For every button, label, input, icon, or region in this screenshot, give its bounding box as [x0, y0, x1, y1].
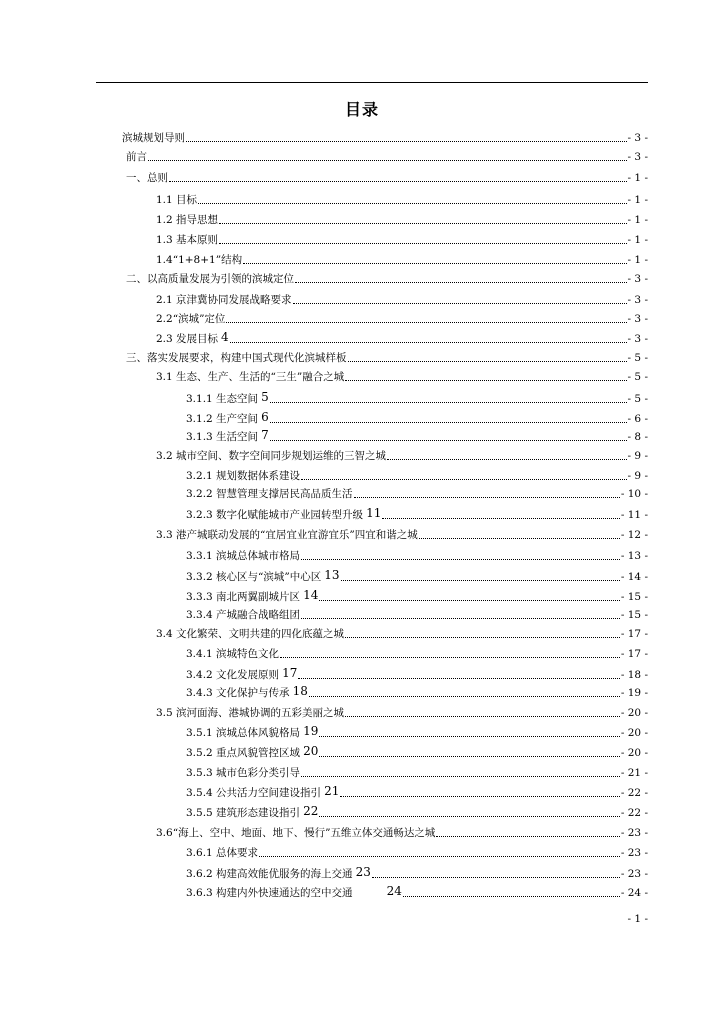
toc-dot-leader	[169, 181, 627, 182]
toc-entry-label: 三、落实发展要求，构建中国式现代化滨城样板	[126, 352, 347, 364]
toc-entry[interactable]	[186, 721, 648, 739]
toc-dot-leader	[372, 877, 620, 878]
toc-entry-page: - 3 -	[627, 313, 648, 325]
toc-entry-label: 1.2 指导思想	[156, 214, 219, 226]
toc-entry-page: - 23 -	[620, 868, 648, 880]
toc-entry[interactable]	[156, 228, 648, 246]
toc-entry-footnote: 7	[261, 428, 269, 442]
toc-entry-label: 3.4 文化繁荣、文明共建的四化底蕴之城	[156, 628, 345, 640]
toc-entry-label: 2.1 京津冀协同发展战略要求	[156, 294, 292, 306]
toc-entry-label: 1.3 基本原则	[156, 234, 219, 246]
toc-entry-footnote: 14	[303, 588, 319, 602]
toc-entry-label: 3.3.3 南北两翼副城片区	[186, 591, 301, 603]
toc-dot-leader	[219, 223, 627, 224]
toc-entry[interactable]	[156, 288, 648, 306]
toc-entry-label: 3.6.3 构建内外快速通达的空中交通	[186, 887, 353, 899]
toc-entry-footnote: 24	[386, 884, 402, 898]
toc-entry-page: - 5 -	[627, 371, 648, 383]
toc-dot-leader	[319, 736, 620, 737]
toc-entry-footnote: 22	[303, 804, 319, 818]
toc-entry-footnote: 6	[261, 410, 269, 424]
toc-dot-leader	[301, 618, 620, 619]
toc-entry-page: - 18 -	[620, 669, 648, 681]
toc-entry-label: 一、总则	[126, 172, 168, 184]
toc-entry-label: 3.4.3 文化保护与传承	[186, 687, 290, 699]
toc-entry[interactable]	[186, 761, 648, 779]
toc-entry-page: - 13 -	[620, 550, 648, 562]
toc-entry-page: - 22 -	[620, 807, 648, 819]
toc-entry-label: 3.5.5 建筑形态建设指引	[186, 807, 301, 819]
toc-entry-page: - 1 -	[627, 214, 648, 226]
toc-entry-page: - 22 -	[620, 787, 648, 799]
toc-dot-leader	[319, 816, 620, 817]
toc-entry[interactable]	[186, 801, 648, 819]
toc-entry-page: - 23 -	[620, 827, 648, 839]
toc-entry-label: 3.6“海上、空中、地面、地下、慢行”五维立体交通畅达之城	[156, 827, 436, 839]
toc-entry[interactable]	[186, 841, 648, 859]
toc-entry[interactable]	[126, 145, 648, 163]
toc-entry-footnote: 11	[366, 506, 382, 520]
toc-entry[interactable]	[186, 603, 648, 621]
toc-entry[interactable]	[186, 881, 648, 899]
toc-dot-leader	[226, 322, 626, 323]
toc-dot-leader	[295, 282, 627, 283]
toc-entry[interactable]	[186, 663, 648, 681]
toc-entry-page: - 17 -	[620, 648, 648, 660]
toc-entry-page: - 1 -	[627, 234, 648, 246]
toc-entry-label: 3.5.1 滨城总体风貌格局	[186, 727, 301, 739]
toc-entry-page: - 10 -	[620, 488, 648, 500]
header-rule	[96, 82, 648, 83]
toc-dot-leader	[382, 518, 620, 519]
toc-entry[interactable]	[186, 407, 648, 425]
toc-entry-page: - 8 -	[627, 431, 648, 443]
toc-entry-label: 3.1.3 生活空间	[186, 431, 259, 443]
toc-entry-page: - 23 -	[620, 847, 648, 859]
toc-entry-label: 3.3.2 核心区与“滨城”中心区	[186, 571, 322, 583]
toc-entry-page: - 20 -	[620, 747, 648, 759]
toc-entry[interactable]	[156, 523, 648, 541]
toc-entry[interactable]	[186, 585, 648, 603]
toc-dot-leader	[270, 440, 627, 441]
toc-entry[interactable]	[186, 503, 648, 521]
toc-dot-leader	[309, 696, 620, 697]
toc-entry[interactable]	[186, 464, 648, 482]
toc-dot-leader	[345, 637, 620, 638]
toc-entry-label: 3.4.1 滨城特色文化	[186, 648, 280, 660]
toc-dot-leader	[280, 657, 620, 658]
toc-dot-leader	[198, 203, 627, 204]
toc-entry[interactable]	[156, 188, 648, 206]
toc-entry-footnote: 23	[355, 865, 371, 879]
toc-entry[interactable]	[126, 346, 648, 364]
toc-entry-label: 3.1.2 生产空间	[186, 413, 259, 425]
toc-dot-leader	[419, 538, 620, 539]
toc-entry-footnote: 4	[221, 330, 229, 344]
toc-dot-leader	[340, 796, 620, 797]
toc-entry[interactable]	[186, 482, 648, 500]
toc-entry-label: 3.6.1 总体要求	[186, 847, 259, 859]
toc-entry[interactable]	[156, 365, 648, 383]
toc-entry-page: - 14 -	[620, 571, 648, 583]
toc-entry[interactable]	[156, 622, 648, 640]
toc-dot-leader	[298, 678, 620, 679]
toc-entry-page: - 1 -	[627, 254, 648, 266]
toc-entry[interactable]	[156, 248, 648, 266]
toc-entry-page: - 11 -	[620, 509, 648, 521]
toc-entry-label: 3.3.4 产城融合战略组团	[186, 609, 301, 621]
toc-entry-page: - 15 -	[620, 609, 648, 621]
page-number: - 1 -	[627, 913, 648, 925]
toc-entry-page: - 9 -	[627, 470, 648, 482]
toc-entry-label: 3.2.3 数字化赋能城市产业园转型升级	[186, 509, 364, 521]
toc-entry-page: - 12 -	[620, 529, 648, 541]
toc-entry-label: 滨城规划导则	[122, 132, 185, 144]
toc-entry[interactable]	[186, 741, 648, 759]
toc-entry-footnote: 19	[303, 724, 319, 738]
toc-dot-leader	[387, 459, 627, 460]
toc-entry-page: - 6 -	[627, 413, 648, 425]
toc-dot-leader	[345, 716, 620, 717]
toc-entry-label: 3.5.2 重点风貌管控区域	[186, 747, 301, 759]
toc-entry-page: - 3 -	[627, 132, 648, 144]
toc-entry-page: - 1 -	[627, 172, 648, 184]
toc-entry-footnote: 21	[324, 784, 340, 798]
toc-entry-page: - 1 -	[627, 194, 648, 206]
toc-entry-page: - 17 -	[620, 628, 648, 640]
toc-entry[interactable]	[186, 862, 648, 880]
toc-title: 目录	[344, 100, 379, 119]
toc-dot-leader	[354, 497, 620, 498]
toc-dot-leader	[230, 342, 627, 343]
toc-entry[interactable]	[156, 208, 648, 226]
toc-entry-label: 3.1 生态、生产、生活的“三生”融合之城	[156, 371, 345, 383]
toc-entry-label: 3.6.2 构建高效能优服务的海上交通	[186, 868, 353, 880]
toc-dot-leader	[436, 836, 619, 837]
toc-entry[interactable]	[186, 387, 648, 405]
toc-entry-page: - 5 -	[627, 393, 648, 405]
toc-dot-leader	[148, 160, 627, 161]
toc-entry-page: - 3 -	[627, 151, 648, 163]
toc-dot-leader	[270, 422, 627, 423]
toc-dot-leader	[341, 580, 620, 581]
toc-entry[interactable]	[156, 701, 648, 719]
toc-entry-label: 1.1 目标	[156, 194, 198, 206]
toc-entry[interactable]	[156, 444, 648, 462]
toc-entry[interactable]	[156, 821, 648, 839]
toc-entry-label: 前言	[126, 151, 147, 163]
toc-entry-page: - 20 -	[620, 727, 648, 739]
toc-entry-page: - 19 -	[620, 687, 648, 699]
toc-entry-footnote: 18	[292, 684, 308, 698]
toc-dot-leader	[301, 559, 620, 560]
toc-entry-label: 3.5.3 城市色彩分类引导	[186, 767, 301, 779]
toc-entry[interactable]	[156, 327, 648, 345]
toc-entry-page: - 3 -	[627, 294, 648, 306]
toc-entry-label: 3.5 滨河面海、港城协调的五彩美丽之城	[156, 707, 345, 719]
toc-entry-page: - 24 -	[620, 887, 648, 899]
toc-entry[interactable]	[126, 267, 648, 285]
toc-entry-page: - 20 -	[620, 707, 648, 719]
toc-entry-footnote: 20	[303, 744, 319, 758]
toc-dot-leader	[348, 361, 627, 362]
toc-entry-label: 3.3 港产城联动发展的“宜居宜业宜游宜乐”四宜和谐之城	[156, 529, 418, 541]
toc-entry-label: 3.1.1 生态空间	[186, 393, 259, 405]
toc-entry[interactable]	[126, 166, 648, 184]
toc-entry-label: 1.4“1+8+1”结构	[156, 254, 243, 266]
toc-dot-leader	[186, 141, 627, 142]
toc-entry[interactable]	[186, 544, 648, 562]
toc-entry[interactable]	[186, 565, 648, 583]
toc-dot-leader	[219, 243, 627, 244]
toc-dot-leader	[293, 303, 627, 304]
toc-dot-leader	[301, 776, 620, 777]
toc-dot-leader	[259, 856, 620, 857]
toc-entry[interactable]	[122, 126, 648, 144]
toc-entry[interactable]	[186, 781, 648, 799]
toc-entry-page: - 21 -	[620, 767, 648, 779]
toc-entry-label: 3.2 城市空间、数字空间同步规划运维的三智之城	[156, 450, 387, 462]
toc-entry-label: 3.3.1 滨城总体城市格局	[186, 550, 301, 562]
toc-entry-label: 2.3 发展目标	[156, 333, 219, 345]
toc-entry[interactable]	[186, 425, 648, 443]
toc-entry-page: - 15 -	[620, 591, 648, 603]
toc-entry-label: 2.2“滨城”定位	[156, 313, 226, 325]
toc-entry[interactable]	[186, 681, 648, 699]
toc-dot-leader	[301, 479, 626, 480]
toc-entry-page: - 5 -	[627, 352, 648, 364]
toc-entry-footnote: 17	[282, 666, 298, 680]
toc-entry-label: 3.5.4 公共活力空间建设指引	[186, 787, 322, 799]
toc-entry-footnote: 5	[261, 390, 269, 404]
toc-dot-leader	[345, 380, 626, 381]
toc-entry-page: - 9 -	[627, 450, 648, 462]
toc-entry[interactable]	[156, 307, 648, 325]
toc-entry-label: 3.4.2 文化发展原则	[186, 669, 280, 681]
toc-entry-label: 3.2.1 规划数据体系建设	[186, 470, 301, 482]
toc-entry-page: - 3 -	[627, 273, 648, 285]
toc-entry[interactable]	[186, 642, 648, 660]
toc-entry-label: 3.2.2 智慧管理支撑居民高品质生活	[186, 488, 353, 500]
toc-dot-leader	[319, 600, 620, 601]
toc-dot-leader	[243, 263, 626, 264]
toc-entry-footnote: 13	[324, 568, 340, 582]
toc-dot-leader	[270, 402, 627, 403]
toc-dot-leader	[403, 896, 620, 897]
toc-dot-leader	[319, 756, 620, 757]
toc-entry-label: 二、以高质量发展为引领的滨城定位	[126, 273, 294, 285]
toc-entry-page: - 3 -	[627, 333, 648, 345]
